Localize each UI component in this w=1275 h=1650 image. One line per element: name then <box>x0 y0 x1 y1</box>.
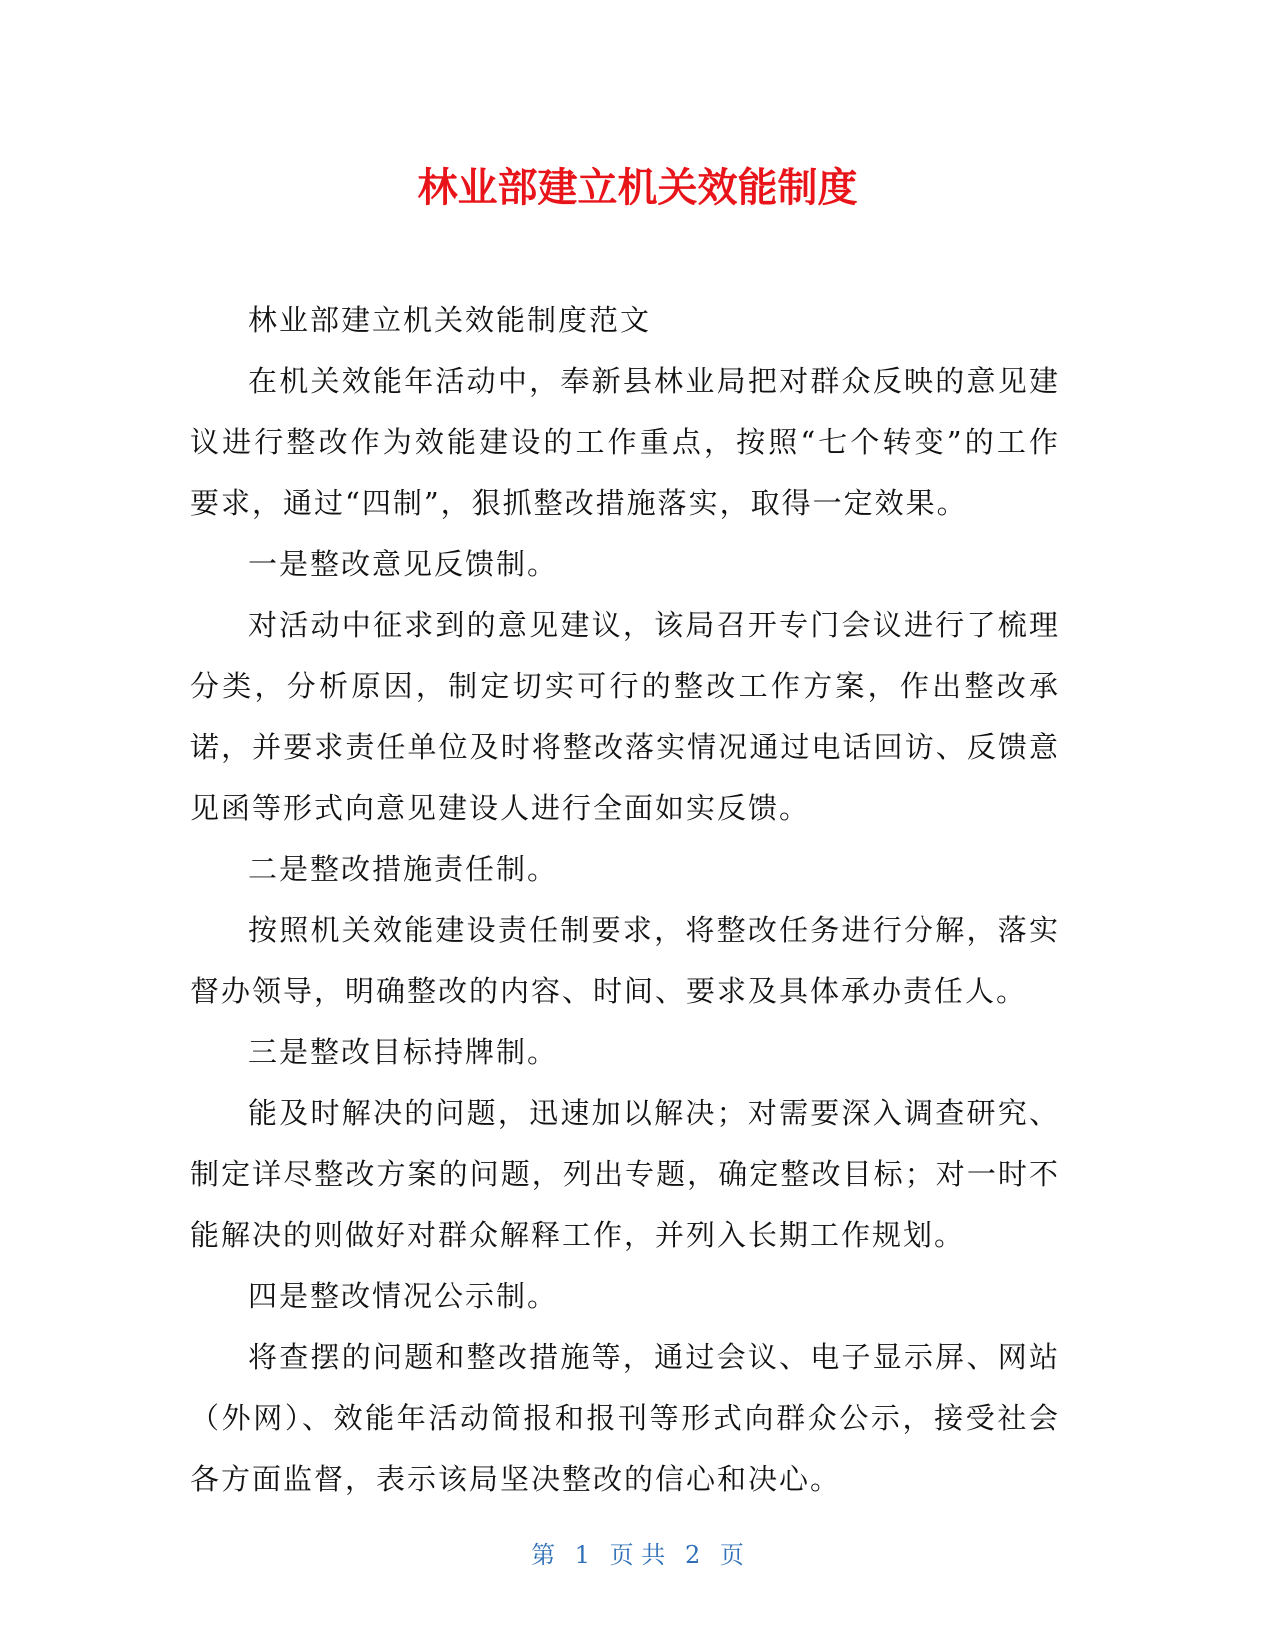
paragraph: 能及时解决的问题，迅速加以解决；对需要深入调查研究、制定详尽整改方案的问题，列出专题，确定整改目标；对一时不能解决的则做好对群众解释工作，并列入长期工作规划。 <box>190 1096 1060 1252</box>
paragraph: 林业部建立机关效能制度范文 <box>248 303 652 337</box>
total-pages-number: 2 <box>684 1541 701 1569</box>
document-title: 林业部建立机关效能制度 <box>417 165 858 211</box>
paragraph: 二是整改措施责任制。 <box>248 852 559 886</box>
page-footer <box>0 1538 1275 1572</box>
paragraph: 四是整改情况公示制。 <box>248 1279 559 1313</box>
page-label-mid: 页 共 <box>609 1541 666 1569</box>
paragraph: 将查摆的问题和整改措施等，通过会议、电子显示屏、网站（外网）、效能年活动简报和报刊等形式向群众公示，接受社会各方面监督，表示该局坚决整改的信心和决心。 <box>190 1340 1060 1496</box>
paragraph: 对活动中征求到的意见建议，该局召开专门会议进行了梳理分类，分析原因，制定切实可行的整改工作方案，作出整改承诺，并要求责任单位及时将整改落实情况通过电话回访、反馈意见函等形式向意见建设人进行全面如实反馈。 <box>190 608 1060 825</box>
current-page-number: 1 <box>574 1541 591 1569</box>
page-label-pre: 第 <box>531 1541 556 1569</box>
paragraph: 三是整改目标持牌制。 <box>248 1035 559 1069</box>
paragraph: 按照机关效能建设责任制要求，将整改任务进行分解，落实督办领导，明确整改的内容、时间、要求及具体承办责任人。 <box>190 913 1060 1008</box>
document-body <box>190 290 1060 1510</box>
page-label-post: 页 <box>719 1541 744 1569</box>
paragraph: 一是整改意见反馈制。 <box>248 547 559 581</box>
paragraph: 在机关效能年活动中，奉新县林业局把对群众反映的意见建议进行整改作为效能建设的工作重点，按照“七个转变”的工作要求，通过“四制”，狠抓整改措施落实，取得一定效果。 <box>190 364 1060 520</box>
